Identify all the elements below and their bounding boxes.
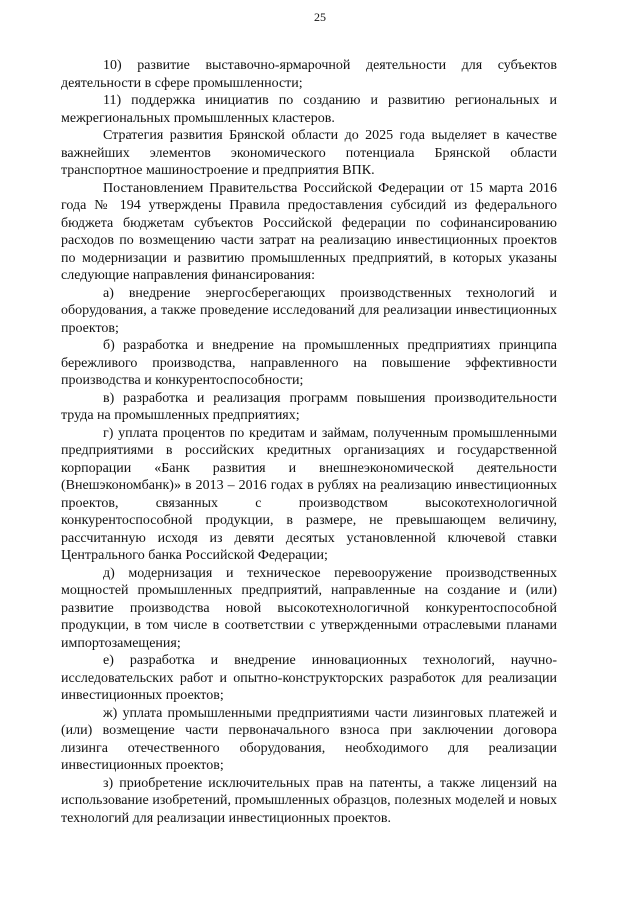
paragraph-item-v: в) разработка и реализация программ повышения производительности труда на промышленных предприятиях; [61,390,557,423]
paragraph-item-10: 10) развитие выставочно-ярмарочной деятельности для субъектов деятельности в сфере промышленности; [61,58,557,91]
paragraph-item-d: д) модернизация и техническое перевооружение производственных мощностей промышленных предприятий, направленные на создание и (или) развитие производства новой высокотехнологичной конкурентоспособной продукции, в том числе в соответствии с утвержденными отраслевыми планами импортозамещения; [61,565,557,651]
paragraph-strategy: Стратегия развития Брянской области до 2025 года выделяет в качестве важнейших элементов экономического потенциала Брянской области транспортное машиностроение и предприятия ВПК. [61,128,557,178]
paragraph-resolution: Постановлением Правительства Российской Федерации от 15 марта 2016 года № 194 утверждены Правила предоставления субсидий из федерального бюджета бюджетам субъектов Российской федерации по софинансированию расходов по возмещению части затрат на реализацию инвестиционных проектов по модернизации и развитию промышленных предприятий, в которых указаны следующие направления финансирования: [61,180,557,283]
paragraph-item-b: б) разработка и внедрение на промышленных предприятиях принципа бережливого производства, направленного на повышение эффективности производства и конкурентоспособности; [61,338,557,388]
paragraph-item-e: е) разработка и внедрение инновационных технологий, научно-исследовательских работ и опытно-конструкторских разработок для реализации инвестиционных проектов; [61,653,557,703]
paragraph-item-a: а) внедрение энергосберегающих производственных технологий и оборудования, а также проведение исследований для реализации инвестиционных проектов; [61,285,557,336]
document-body [61,57,557,827]
paragraph-item-zh: ж) уплата промышленными предприятиями части лизинговых платежей и (или) возмещение части первоначального взноса при заключении договора лизинга отечественного оборудования, необходимого для реализации инвестиционных проектов; [61,705,557,773]
page-number: 25 [314,10,326,24]
paragraph-item-g: г) уплата процентов по кредитам и займам, полученным промышленными предприятиями в российских кредитных организациях и государственной корпорации «Банк развития и внешнеэкономической деятельности (Внешэкономбанк)» в 2013 – 2016 годах в рублях на реализацию инвестиционных проектов, связанных с производством высокотехнологичной конкурентоспособной продукции, в размере, не превышающем величину, рассчитанную исходя из девяти десятых установленной ключевой ставки Центрального банка Российской Федерации; [61,425,557,563]
paragraph-item-11: 11) поддержка инициатив по созданию и развитию региональных и межрегиональных промышленных кластеров. [61,93,557,126]
paragraph-item-z: з) приобретение исключительных прав на патенты, а также лицензий на использование изобретений, промышленных образцов, полезных моделей и новых технологий для реализации инвестиционных проектов. [61,775,557,826]
